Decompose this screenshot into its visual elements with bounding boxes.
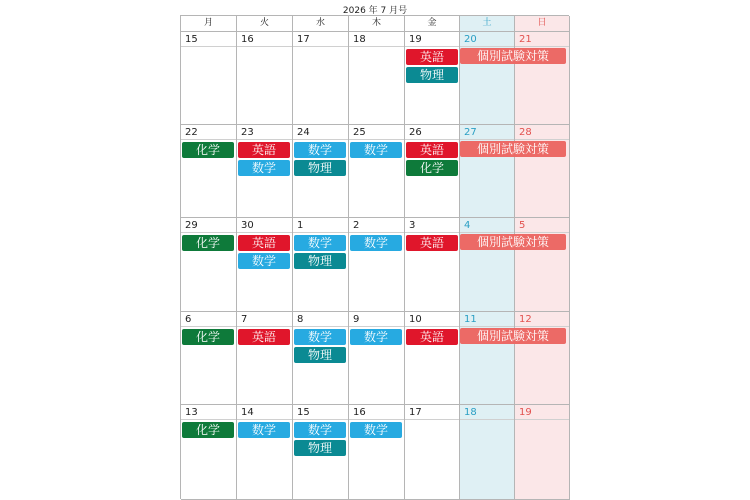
day-divider — [237, 419, 292, 420]
calendar-grid — [180, 15, 569, 499]
subject-list — [182, 235, 234, 253]
day-divider — [237, 232, 292, 233]
day-number: 15 — [297, 407, 310, 418]
day-divider — [405, 139, 459, 140]
day-cell[interactable] — [515, 218, 570, 312]
day-divider — [293, 46, 348, 47]
day-number: 20 — [464, 34, 477, 45]
day-number: 3 — [409, 220, 416, 231]
day-number: 27 — [464, 127, 477, 138]
subject-tag-chem[interactable]: 化学 — [182, 235, 234, 251]
subject-list — [238, 235, 290, 271]
day-cell[interactable] — [293, 312, 349, 405]
subject-list — [238, 329, 290, 347]
day-divider — [515, 46, 569, 47]
day-divider — [293, 326, 348, 327]
day-number: 9 — [353, 314, 360, 325]
subject-list — [294, 142, 346, 178]
subject-tag-english[interactable]: 英語 — [406, 49, 458, 65]
subject-tag-math[interactable]: 数学 — [238, 253, 290, 269]
day-cell[interactable] — [293, 218, 349, 312]
day-divider — [181, 46, 236, 47]
day-divider — [460, 139, 514, 140]
day-number: 6 — [185, 314, 192, 325]
day-cell[interactable] — [349, 32, 405, 125]
subject-list — [406, 329, 458, 347]
day-cell[interactable] — [181, 405, 237, 500]
subject-list — [350, 329, 402, 347]
day-number: 4 — [464, 220, 471, 231]
day-cell[interactable] — [515, 32, 570, 125]
weekday-header: 金 — [405, 16, 460, 32]
subject-tag-chem[interactable]: 化学 — [182, 329, 234, 345]
day-divider — [237, 46, 292, 47]
subject-list — [238, 422, 290, 440]
subject-tag-math[interactable]: 数学 — [350, 329, 402, 345]
subject-tag-english[interactable]: 英語 — [406, 142, 458, 158]
day-cell[interactable] — [293, 125, 349, 218]
subject-tag-math[interactable]: 数学 — [350, 142, 402, 158]
day-divider — [237, 139, 292, 140]
day-cell[interactable] — [460, 312, 515, 405]
subject-tag-physics[interactable]: 物理 — [294, 160, 346, 176]
day-divider — [349, 232, 404, 233]
day-cell[interactable] — [460, 405, 515, 500]
day-divider — [515, 139, 569, 140]
day-number: 5 — [519, 220, 526, 231]
day-number: 23 — [241, 127, 254, 138]
subject-tag-physics[interactable]: 物理 — [294, 440, 346, 456]
day-number: 17 — [297, 34, 310, 45]
day-number: 22 — [185, 127, 198, 138]
day-divider — [405, 326, 459, 327]
subject-list — [406, 235, 458, 253]
subject-list — [294, 235, 346, 271]
subject-tag-physics[interactable]: 物理 — [294, 253, 346, 269]
day-number: 1 — [297, 220, 304, 231]
subject-tag-math[interactable]: 数学 — [238, 160, 290, 176]
subject-tag-math[interactable]: 数学 — [350, 235, 402, 251]
weekend-exam-prep-event[interactable]: 個別試験対策 — [460, 48, 566, 64]
day-number: 28 — [519, 127, 532, 138]
calendar — [180, 15, 569, 499]
subject-tag-english[interactable]: 英語 — [238, 235, 290, 251]
subject-list — [182, 142, 234, 160]
subject-list — [406, 49, 458, 85]
subject-tag-physics[interactable]: 物理 — [294, 347, 346, 363]
day-divider — [349, 419, 404, 420]
day-number: 13 — [185, 407, 198, 418]
day-divider — [460, 419, 514, 420]
day-number: 15 — [185, 34, 198, 45]
subject-list — [350, 422, 402, 440]
subject-tag-chem[interactable]: 化学 — [182, 142, 234, 158]
day-number: 30 — [241, 220, 254, 231]
subject-tag-math[interactable]: 数学 — [294, 142, 346, 158]
day-divider — [181, 419, 236, 420]
subject-tag-math[interactable]: 数学 — [294, 329, 346, 345]
subject-tag-chem[interactable]: 化学 — [406, 160, 458, 176]
day-divider — [515, 232, 569, 233]
day-number: 7 — [241, 314, 248, 325]
day-cell[interactable] — [405, 312, 460, 405]
weekday-header: 水 — [293, 16, 349, 32]
day-divider — [349, 139, 404, 140]
day-number: 24 — [297, 127, 310, 138]
day-number: 18 — [353, 34, 366, 45]
weekday-header: 火 — [237, 16, 293, 32]
day-divider — [460, 46, 514, 47]
day-number: 16 — [353, 407, 366, 418]
day-cell[interactable] — [349, 405, 405, 500]
subject-list — [182, 329, 234, 347]
day-cell[interactable] — [293, 405, 349, 500]
day-number: 2 — [353, 220, 360, 231]
day-number: 19 — [409, 34, 422, 45]
day-number: 29 — [185, 220, 198, 231]
day-cell[interactable] — [460, 125, 515, 218]
day-divider — [293, 139, 348, 140]
day-cell[interactable] — [460, 218, 515, 312]
day-cell[interactable] — [293, 32, 349, 125]
subject-tag-english[interactable]: 英語 — [406, 235, 458, 251]
day-cell[interactable] — [237, 312, 293, 405]
day-cell[interactable] — [405, 125, 460, 218]
weekday-header: 月 — [181, 16, 237, 32]
day-divider — [293, 232, 348, 233]
day-cell[interactable] — [181, 312, 237, 405]
day-cell[interactable] — [515, 312, 570, 405]
day-divider — [181, 232, 236, 233]
day-divider — [515, 326, 569, 327]
subject-list — [182, 422, 234, 440]
day-divider — [349, 46, 404, 47]
weekday-header: 日 — [515, 16, 570, 32]
subject-list — [350, 235, 402, 253]
day-cell[interactable] — [237, 125, 293, 218]
day-divider — [405, 46, 459, 47]
day-cell[interactable] — [349, 125, 405, 218]
day-cell[interactable] — [237, 218, 293, 312]
day-cell[interactable] — [349, 218, 405, 312]
weekday-header: 木 — [349, 16, 405, 32]
day-divider — [181, 326, 236, 327]
day-divider — [237, 326, 292, 327]
subject-tag-english[interactable]: 英語 — [406, 329, 458, 345]
day-cell[interactable] — [181, 32, 237, 125]
day-number: 17 — [409, 407, 422, 418]
subject-tag-math[interactable]: 数学 — [294, 235, 346, 251]
day-number: 19 — [519, 407, 532, 418]
day-divider — [349, 326, 404, 327]
weekend-exam-prep-event[interactable]: 個別試験対策 — [460, 141, 566, 157]
day-cell[interactable] — [237, 32, 293, 125]
day-number: 8 — [297, 314, 304, 325]
subject-tag-english[interactable]: 英語 — [238, 329, 290, 345]
day-number: 21 — [519, 34, 532, 45]
weekend-exam-prep-event[interactable]: 個別試験対策 — [460, 234, 566, 250]
weekday-header: 土 — [460, 16, 515, 32]
subject-list — [238, 142, 290, 178]
subject-tag-math[interactable]: 数学 — [294, 422, 346, 438]
day-number: 26 — [409, 127, 422, 138]
day-divider — [293, 419, 348, 420]
day-number: 18 — [464, 407, 477, 418]
subject-tag-english[interactable]: 英語 — [238, 142, 290, 158]
calendar-title: 2026 年 7 月号 — [342, 6, 408, 16]
day-divider — [405, 232, 459, 233]
day-cell[interactable] — [405, 32, 460, 125]
day-number: 14 — [241, 407, 254, 418]
day-cell[interactable] — [349, 312, 405, 405]
day-cell[interactable] — [237, 405, 293, 500]
day-divider — [460, 232, 514, 233]
day-number: 25 — [353, 127, 366, 138]
subject-tag-chem[interactable]: 化学 — [182, 422, 234, 438]
day-cell[interactable] — [181, 125, 237, 218]
weekend-exam-prep-event[interactable]: 個別試験対策 — [460, 328, 566, 344]
subject-list — [406, 142, 458, 178]
subject-tag-math[interactable]: 数学 — [350, 422, 402, 438]
day-cell[interactable] — [181, 218, 237, 312]
day-number: 11 — [464, 314, 477, 325]
day-number: 10 — [409, 314, 422, 325]
day-cell[interactable] — [405, 405, 460, 500]
day-cell[interactable] — [405, 218, 460, 312]
day-divider — [405, 419, 459, 420]
day-number: 16 — [241, 34, 254, 45]
day-divider — [181, 139, 236, 140]
day-cell[interactable] — [460, 32, 515, 125]
subject-tag-math[interactable]: 数学 — [238, 422, 290, 438]
day-number: 12 — [519, 314, 532, 325]
subject-list — [294, 329, 346, 365]
day-divider — [515, 419, 569, 420]
day-cell[interactable] — [515, 405, 570, 500]
subject-tag-physics[interactable]: 物理 — [406, 67, 458, 83]
day-divider — [460, 326, 514, 327]
subject-list — [350, 142, 402, 160]
day-cell[interactable] — [515, 125, 570, 218]
subject-list — [294, 422, 346, 458]
